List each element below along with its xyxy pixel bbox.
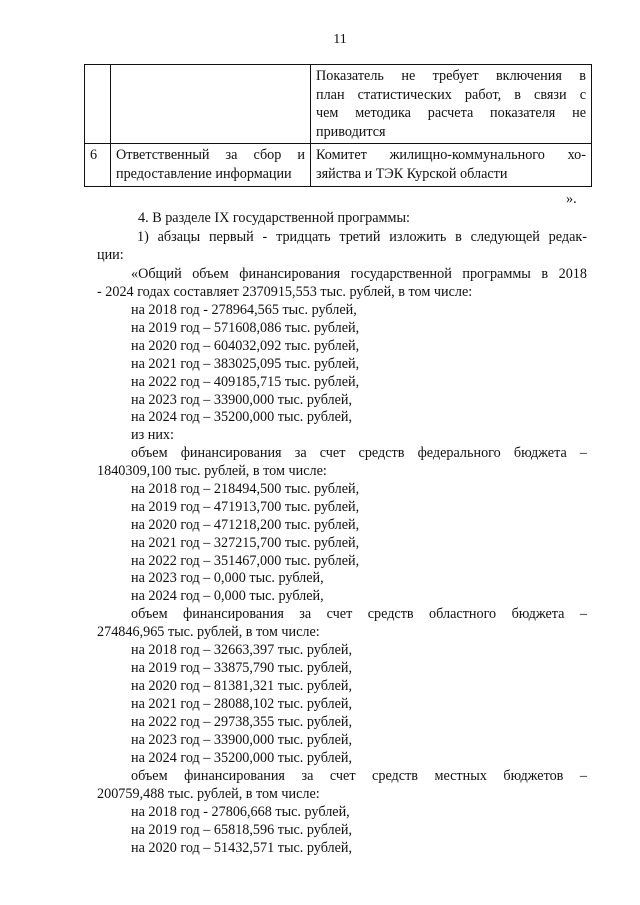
federal-text-line: 1840309,100 тыс. рублей, в том числе: [97,463,327,479]
page-number: 11 [333,32,347,47]
total-year-line: на 2019 год – 571608,086 тыс. рублей, [131,320,360,336]
regional-text-line: объем финансирования за счет средств областного бюджета – [131,606,587,622]
federal-year-line: на 2018 год – 218494,500 тыс. рублей, [131,481,360,497]
federal-year-line: на 2022 год – 351467,000 тыс. рублей, [131,553,360,569]
regional-year-line: на 2024 год – 35200,000 тыс. рублей, [131,750,353,766]
regional-text-line: 274846,965 тыс. рублей, в том числе: [97,624,320,640]
row-number-cell [85,65,111,144]
item-text-line: 1) абзацы первый - тридцать третий изложить в следующей редак- [137,229,587,245]
regional-year-line: на 2020 год – 81381,321 тыс. рублей, [131,678,353,694]
total-year-line: на 2020 год – 604032,092 тыс. рублей, [131,338,360,354]
row-number-cell: 6 [85,144,111,186]
regional-year-line: на 2022 год – 29738,355 тыс. рублей, [131,714,353,730]
total-year-line: на 2021 год – 383025,095 тыс. рублей, [131,356,360,372]
federal-year-line: на 2024 год – 0,000 тыс. рублей, [131,588,324,604]
cell-line: чем методика расчета показателя не [316,105,586,122]
federal-text-line: объем финансирования за счет средств федерального бюджета – [131,445,587,461]
table-row [85,144,592,186]
regional-year-line: на 2018 год – 32663,397 тыс. рублей, [131,642,353,658]
item-text-line: ции: [97,247,124,263]
total-year-line: на 2024 год – 35200,000 тыс. рублей, [131,409,353,425]
total-year-line: на 2018 год - 278964,565 тыс. рублей, [131,302,357,318]
indicator-table [84,64,592,187]
federal-year-line: на 2020 год – 471218,200 тыс. рублей, [131,517,360,533]
local-text-line: 200759,488 тыс. рублей, в том числе: [97,786,320,802]
cell-line: Ответственный за сбор и [116,147,305,164]
total-year-line: на 2023 год – 33900,000 тыс. рублей, [131,392,353,408]
regional-year-line: на 2019 год – 33875,790 тыс. рублей, [131,660,353,676]
local-year-line: на 2020 год – 51432,571 тыс. рублей, [131,840,353,856]
closing-quote: ». [566,191,577,207]
total-text-line: - 2024 годах составляет 2370915,553 тыс. рублей, в том числе: [97,284,473,300]
regional-year-line: на 2023 год – 33900,000 тыс. рублей, [131,732,353,748]
cell-line: Показатель не требует включения в [316,68,586,84]
federal-year-line: на 2019 год – 471913,700 тыс. рублей, [131,499,360,515]
regional-year-line: на 2021 год – 28088,102 тыс. рублей, [131,696,353,712]
local-text-line: объем финансирования за счет средств местных бюджетов – [131,768,587,784]
cell-line: зяйства и ТЭК Курской области [316,165,508,182]
total-text-line: «Общий объем финансирования государственной программы в 2018 [131,266,587,282]
of-them-label: из них: [131,427,174,443]
row-title-cell [111,65,311,144]
table-row [85,65,592,144]
cell-line: предоставление информации [116,165,292,182]
row-title-cell [111,144,311,186]
federal-year-line: на 2023 год – 0,000 тыс. рублей, [131,570,324,586]
local-year-line: на 2019 год – 65818,596 тыс. рублей, [131,822,353,838]
row-value-cell [311,65,592,144]
cell-line: приводится [316,123,386,140]
local-year-line: на 2018 год - 27806,668 тыс. рублей, [131,804,350,820]
cell-line: план статистических работ, в связи с [316,86,586,103]
cell-line: Комитет жилищно-коммунального хо- [316,147,586,164]
federal-year-line: на 2021 год – 327215,700 тыс. рублей, [131,535,360,551]
section-heading: 4. В разделе IX государственной программы: [138,210,410,226]
row-value-cell [311,144,592,186]
total-year-line: на 2022 год – 409185,715 тыс. рублей, [131,374,360,390]
